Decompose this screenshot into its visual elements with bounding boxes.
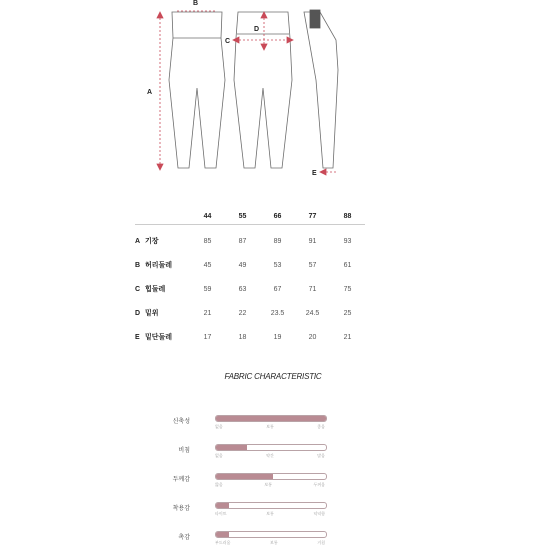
table-cell: 91 [308, 237, 317, 245]
label-b: B [193, 0, 199, 7]
level-bar [215, 473, 327, 480]
leggings-back-view [234, 12, 292, 168]
fabric-row [140, 444, 350, 473]
row-label: C 힙둘레 [135, 286, 166, 293]
measurement-diagram [0, 0, 546, 190]
leggings-front-view [169, 12, 225, 168]
row-label: D 밑위 [135, 310, 159, 317]
table-cell: 17 [203, 333, 212, 341]
table-cell: 67 [273, 285, 282, 293]
level-bar [215, 502, 327, 509]
waistband-panel [310, 10, 320, 28]
table-row [135, 229, 365, 253]
size-header-66: 66 [273, 212, 282, 220]
label-a: A [147, 89, 153, 96]
table-cell: 24.5 [305, 309, 320, 317]
table-row [135, 253, 365, 277]
fabric-label: 신축성 [172, 419, 190, 425]
row-label: B 허리둘레 [135, 262, 173, 269]
fabric-row [140, 473, 350, 502]
fabric-row [140, 502, 350, 531]
table-cell: 20 [308, 333, 317, 341]
table-cell: 21 [343, 333, 352, 341]
table-cell: 45 [203, 261, 212, 269]
size-header-88: 88 [343, 212, 352, 220]
size-header-44: 44 [203, 212, 212, 220]
table-cell: 23.5 [270, 309, 285, 317]
level-bar-fill [216, 474, 273, 479]
fabric-label: 착용감 [172, 506, 190, 512]
level-scale: 부드러움 보통 거침 [215, 540, 325, 545]
table-cell: 61 [343, 261, 352, 269]
level-bar [215, 444, 327, 451]
level-bar [215, 415, 327, 422]
table-cell: 21 [203, 309, 212, 317]
table-cell: 85 [203, 237, 212, 245]
table-cell: 59 [203, 285, 212, 293]
table-cell: 75 [343, 285, 352, 293]
table-cell: 89 [273, 237, 282, 245]
fabric-title: FABRIC CHARACTERISTIC [224, 372, 322, 381]
label-e: E [312, 170, 317, 177]
fabric-label: 촉감 [178, 535, 190, 541]
level-bar-fill [216, 503, 229, 508]
table-cell: 25 [343, 309, 352, 317]
level-bar-fill [216, 416, 326, 421]
label-c: C [225, 38, 231, 45]
size-header-row [135, 208, 365, 225]
table-cell: 93 [343, 237, 352, 245]
fabric-characteristics [140, 415, 350, 560]
table-cell: 49 [238, 261, 247, 269]
table-row [135, 301, 365, 325]
table-row [135, 325, 365, 349]
level-scale: 없음 보통 좋음 [215, 424, 325, 429]
label-d: D [254, 26, 260, 33]
table-cell: 63 [238, 285, 247, 293]
size-table [135, 208, 365, 349]
table-cell: 22 [238, 309, 247, 317]
fabric-label: 두께감 [172, 477, 190, 483]
table-cell: 87 [238, 237, 247, 245]
level-bar-fill [216, 532, 229, 537]
level-scale: 얇음 보통 두꺼움 [215, 482, 325, 487]
table-cell: 57 [308, 261, 317, 269]
leggings-side-view [304, 12, 338, 168]
table-row [135, 277, 365, 301]
table-cell: 18 [238, 333, 247, 341]
table-cell: 53 [273, 261, 282, 269]
size-header-55: 55 [238, 212, 247, 220]
table-cell: 71 [308, 285, 317, 293]
level-bar [215, 531, 327, 538]
row-label: E 밑단둘레 [135, 334, 173, 341]
fabric-row [140, 415, 350, 444]
level-bar-fill [216, 445, 247, 450]
level-scale: 없음 약간 많음 [215, 453, 325, 458]
level-scale: 타이트 보통 넉넉함 [215, 511, 325, 516]
fabric-label: 비침 [178, 448, 190, 454]
size-header-77: 77 [308, 212, 317, 220]
table-cell: 19 [273, 333, 282, 341]
row-label: A 기장 [135, 238, 159, 245]
